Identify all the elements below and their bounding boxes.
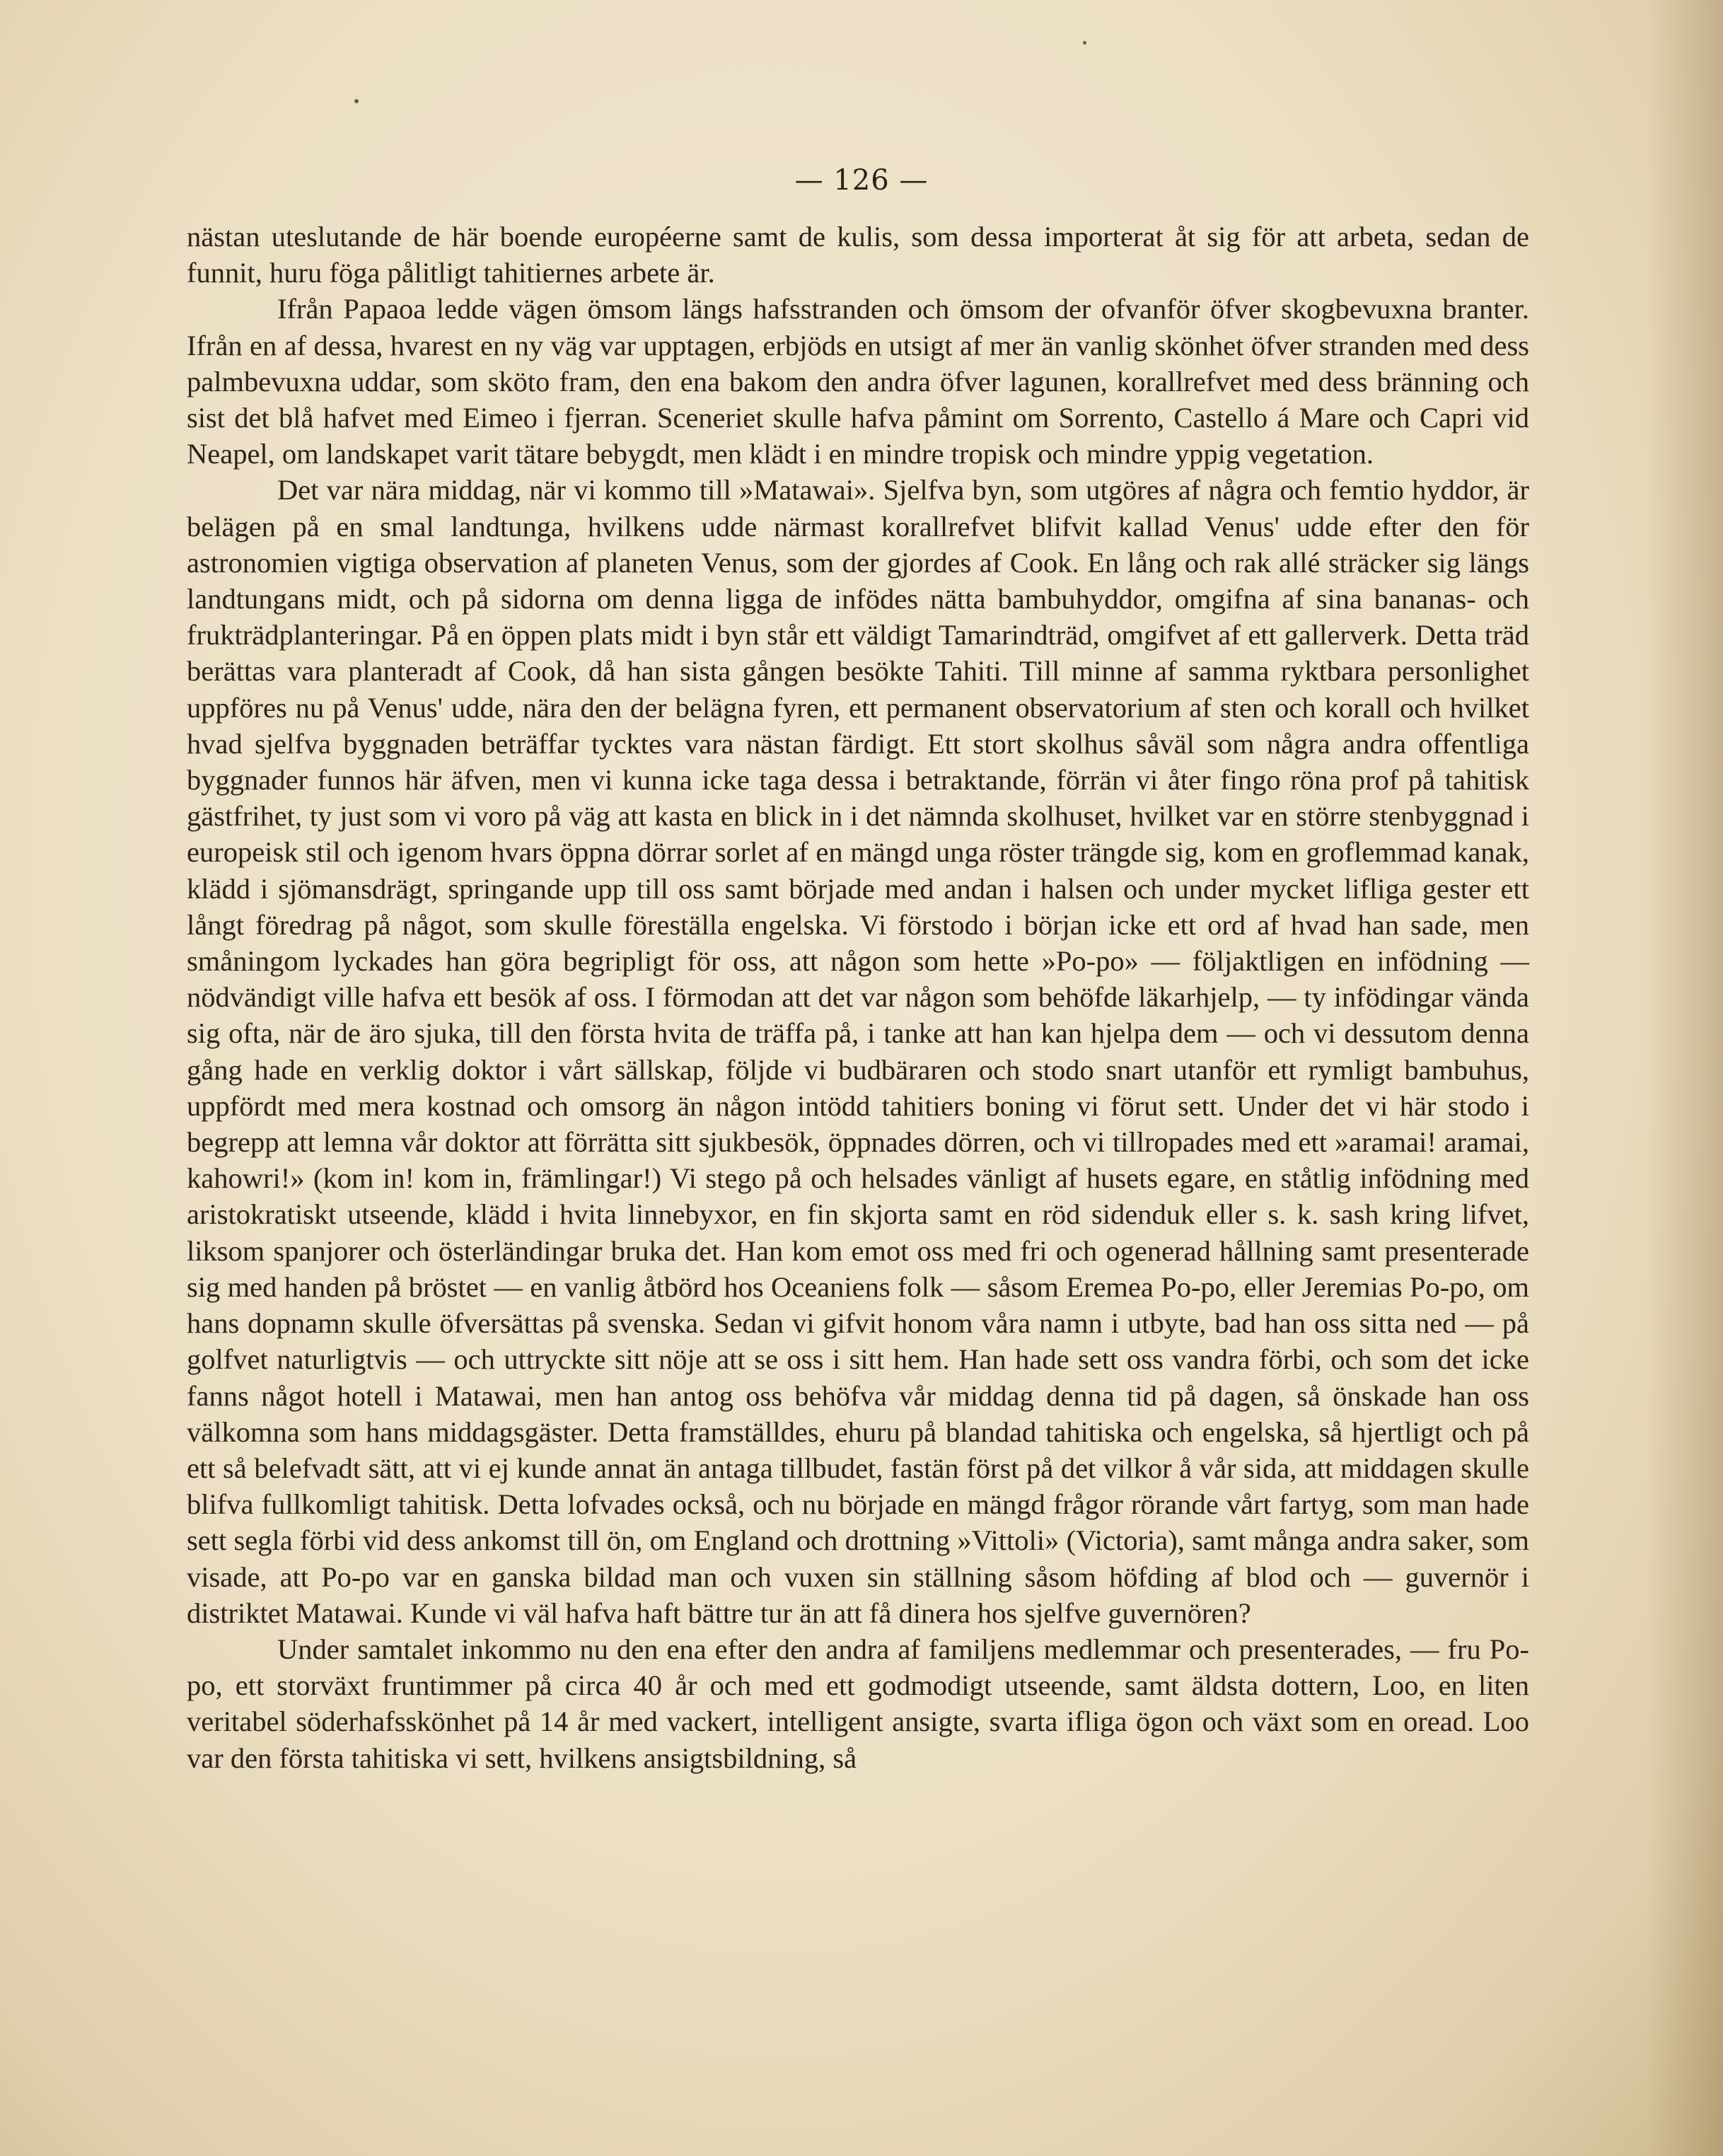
paper-speck (1083, 41, 1086, 45)
paragraph: Under samtalet inkommo nu den ena efter den andra af familjens medlemmar och presenterades, — fru Po-po, ett storväxt fruntimmer på circa 40 år och med ett godmodigt utseende, samt äldsta dottern, Loo, en liten veritabel söderhafsskönhet på 14 år med vackert, intelligent ansigte, svarta ifliga ögon och växt som en oread. Loo var den första tahitiska vi sett, hvilkens ansigtsbildning, så (187, 1633, 1529, 1774)
page-number: — 126 — (794, 164, 929, 197)
body-text (187, 219, 1529, 1776)
paragraph-continued: nästan uteslutande de här boende européerne samt de kulis, som dessa importerat åt sig för att arbeta, sedan de funnit, huru föga pålitligt tahitiernes arbete är. (187, 221, 1529, 289)
paragraph: Ifrån Papaoa ledde vägen ömsom längs hafsstranden och ömsom der ofvanför öfver skogbevuxna branter. Ifrån en af dessa, hvarest en ny väg var upptagen, erbjöds en utsigt af mer än vanlig skönhet öfver stranden med dess palmbevuxna uddar, som sköto fram, den ena bakom den andra öfver lagunen, korallrefvet med dess bränning och sist det blå hafvet med Eimeo i fjerran. Sceneriet skulle hafva påmint om Sorrento, Castello á Mare och Capri vid Neapel, om landskapet varit tätare bebygdt, men klädt i en mindre tropisk och mindre yppig vegetation. (187, 293, 1529, 470)
paragraph: Det var nära middag, när vi kommo till »Matawai». Sjelfva byn, som utgöres af några och femtio hyddor, är belägen på en smal landtunga, hvilkens udde närmast korallrefvet blifvit kallad Venus' udde efter den för astronomien vigtiga observation af planeten Venus, som der gjordes af Cook. En lång och rak allé sträcker sig längs landtungans midt, och på sidorna om denna ligga de infödes nätta bambuhyddor, omgifna af sina bananas- och frukträdplanteringar. På en öppen plats midt i byn står ett väldigt Tamarindträd, omgifvet af ett gallerverk. Detta träd berättas vara planteradt af Cook, då han sista gången besökte Tahiti. Till minne af samma ryktbara personlighet uppföres nu på Venus' udde, nära den der belägna fyren, ett permanent observatorium af sten och korall och hvilket hvad sjelfva byggnaden beträffar tycktes vara nästan färdigt. Ett stort skolhus såväl som några andra offentliga byggnader funnos här äfven, men vi kunna icke taga dessa i betraktande, förrän vi åter fingo röna prof på tahitisk gästfrihet, ty just som vi voro på väg att kasta en blick in i det nämnda skolhuset, hvilket var en större stenbyggnad i europeisk stil och igenom hvars öppna dörrar sorlet af en mängd unga röster trängde sig, kom en groflemmad kanak, klädd i sjömansdrägt, springande upp till oss samt började med andan i halsen och under mycket lifliga gester ett långt föredrag på något, som skulle föreställa engelska. Vi förstodo i början icke ett ord af hvad han sade, men småningom lyckades han göra begripligt för oss, att någon som hette »Po-po» — följaktligen en infödning — nödvändigt ville hafva ett besök af oss. I förmodan att det var någon som behöfde läkarhjelp, — ty infödingar vända sig ofta, när de äro sjuka, till den första hvita de träffa på, i tanke att han kan hjelpa dem — och vi dessutom denna gång hade en verklig doktor i vårt sällskap, följde vi budbäraren och stodo snart utanför ett rymligt bambuhus, uppfördt med mera kostnad och omsorg än någon intödd tahitiers boning vi förut sett. Under det vi här stodo i begrepp att lemna vår doktor att förrätta sitt sjukbesök, öppnades dörren, och vi tillropades med ett »aramai! aramai, kahowri!» (kom in! kom in, främlingar!) Vi stego på och helsades vänligt af husets egare, en ståtlig infödning med aristokratiskt utseende, klädd i hvita linnebyxor, en fin skjorta samt en röd sidenduk eller s. k. sash kring lifvet, liksom spanjorer och österländingar bruka det. Han kom emot oss med fri och ogenerad hållning samt presenterade sig med handen på bröstet — en vanlig åtbörd hos Oceaniens folk — såsom Eremea Po-po, eller Jeremias Po-po, om hans dopnamn skulle öfversättas på svenska. Sedan vi gifvit honom våra namn i utbyte, bad han oss sitta ned — på golfvet naturligtvis — och uttryckte sitt nöje att se oss i sitt hem. Han hade sett oss vandra förbi, och som det icke fanns något hotell i Matawai, men han antog oss behöfva vår middag denna tid på dagen, så önskade han oss välkomna som hans middagsgäster. Detta framställdes, ehuru på blandad tahitiska och engelska, så hjertligt och på ett så belefvadt sätt, att vi ej kunde annat än antaga tillbudet, fastän först på det vilkor å vår sida, att middagen skulle blifva fullkomligt tahitisk. Detta lofvades också, och nu började en mängd frågor rörande vårt fartyg, som man hade sett segla förbi vid dess ankomst till ön, om England och drottning »Vittoli» (Victoria), samt många andra saker, som visade, att Po-po var en ganska bildad man och vuxen sin ställning såsom höfding af blod och — guvernör i distriktet Matawai. Kunde vi väl hafva haft bättre tur än att få dinera hos sjelfve guvernören? (187, 474, 1529, 1629)
paper-speck (354, 99, 359, 103)
page-edge-shadow (1645, 0, 1723, 2156)
